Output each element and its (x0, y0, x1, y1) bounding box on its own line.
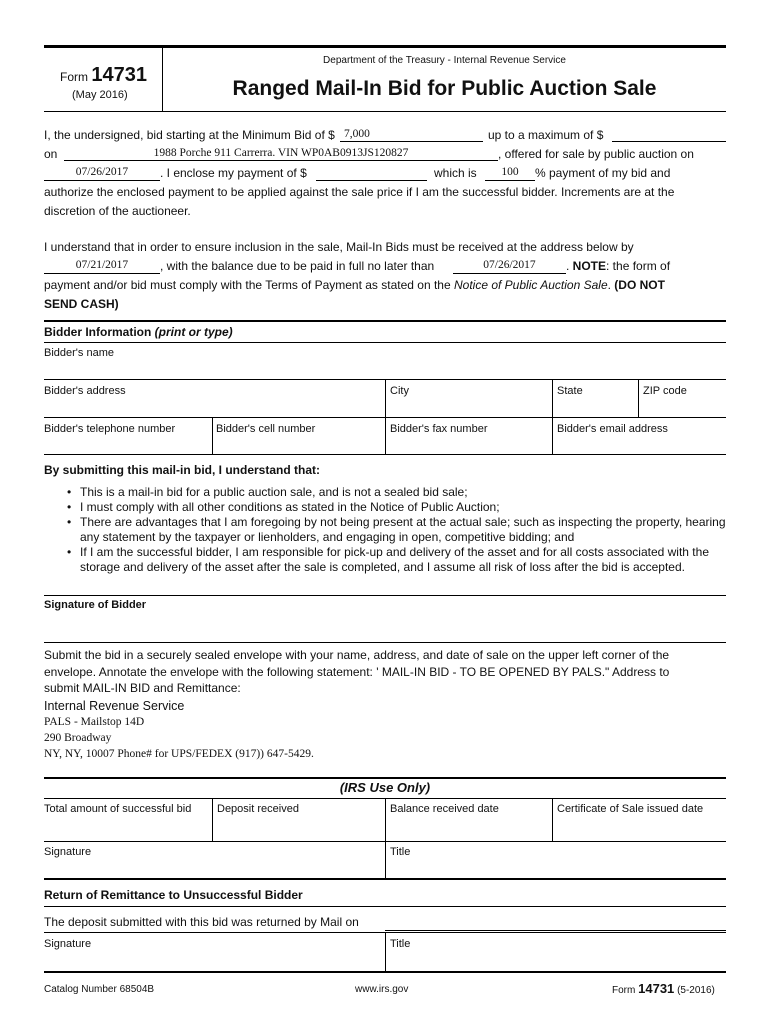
bid-text-1g: authorize the enclosed payment to be applied against the sale price if I am the successful bidder. Increments are at the (44, 185, 675, 199)
bid-text-2b: , with the balance due to be paid in full no later than (160, 259, 435, 273)
address-org: Internal Revenue Service (44, 699, 185, 713)
total-bid-label: Total amount of successful bid (44, 803, 192, 815)
irs-section-rule (44, 777, 726, 779)
agency-name: Department of the Treasury - Internal Revenue Service (323, 55, 566, 66)
receive-by-value: 07/21/2017 (75, 259, 129, 271)
understand-heading: By submitting this mail-in bid, I understand that: (44, 463, 320, 477)
footer-form-rev: (5-2016) (677, 985, 715, 996)
payment-field[interactable] (316, 180, 427, 181)
bidder-address-label: Bidder's address (44, 385, 126, 397)
phone-label: Bidder's telephone number (44, 423, 176, 435)
cell-label: Bidder's cell number (216, 423, 316, 435)
city-label: City (390, 385, 409, 397)
bid-text-1d: . I enclose my payment of $ (160, 166, 307, 180)
list-item: • I must comply with all other conditions as stated in the Notice of Public Auction; (44, 500, 726, 515)
return-title-label: Title (390, 938, 411, 950)
footer-form-id (612, 981, 715, 996)
bidder-name-label: Bidder's name (44, 347, 114, 359)
certificate-date-label: Certificate of Sale issued date (557, 803, 704, 815)
submit-text-3: submit MAIL-IN BID and Remittance: (44, 681, 241, 695)
irs-use-heading: (IRS Use Only) (339, 780, 431, 795)
list-item: • If I am the successful bidder, I am responsible for pick-up and delivery of the asset and for all costs associated with the storage and delivery of the asset after the sale is completed, and I assume all risk of loss after the bid is accepted. (44, 545, 726, 575)
auction-date-value: 07/26/2017 (75, 166, 129, 178)
irs-title-field[interactable] (386, 842, 726, 878)
min-bid-field[interactable] (340, 141, 483, 142)
signature-top-rule (44, 595, 726, 596)
signature-of-bidder-label: Signature of Bidder (44, 599, 147, 611)
irs-title-label: Title (390, 846, 411, 858)
form-number: 14731 (91, 64, 147, 86)
submit-instructions (44, 647, 669, 697)
max-bid-field[interactable] (612, 141, 726, 142)
footer-form-number: 14731 (638, 981, 675, 996)
return-deposit-text: The deposit submitted with this bid was returned by Mail on (44, 915, 359, 929)
form-number-block (60, 64, 147, 87)
bidder-signature-field[interactable] (44, 612, 726, 642)
percent-value: 100 (501, 166, 519, 178)
zip-label: ZIP code (643, 385, 687, 397)
irs-signature-label: Signature (44, 846, 92, 858)
balance-due-value: 07/26/2017 (483, 259, 536, 271)
state-label: State (557, 385, 583, 397)
row-rule (44, 878, 726, 880)
return-signature-label: Signature (44, 938, 92, 950)
return-date-field[interactable] (385, 930, 726, 931)
bid-text-1h: discretion of the auctioneer. (44, 204, 191, 218)
auction-date-field[interactable] (44, 180, 160, 181)
catalog-number: Catalog Number 68504B (44, 984, 155, 995)
list-item: • There are advantages that I am foregoing by not being present at the actual sale; such as inspecting the property, hearing any statement by the taxpayer or lienholders, and engaging in open, competitive bidding; and (44, 515, 726, 545)
irs-website: www.irs.gov (355, 984, 409, 995)
row-rule (44, 454, 726, 455)
footer-rule (44, 971, 726, 973)
city-field[interactable] (386, 380, 552, 417)
balance-date-label: Balance received date (390, 803, 499, 815)
property-value: 1988 Porche 911 Carrerra. VIN WP0AB0913JS120827 (153, 147, 409, 159)
bid-text-on: on (44, 147, 58, 161)
fax-label: Bidder's fax number (390, 423, 488, 435)
min-bid-value: 7,000 (344, 128, 370, 140)
bid-text-1e: which is (434, 166, 477, 180)
bid-text-1f: % payment of my bid and (535, 166, 671, 180)
bid-text-2e: payment and/or bid must comply with the Terms of Payment as stated on the Notice of Public Auction Sale. (DO NOT (44, 278, 665, 292)
address-line: PALS - Mailstop 14D (44, 716, 145, 728)
form-label: Form (60, 70, 88, 84)
mailing-address (44, 714, 314, 762)
return-signature-field[interactable] (44, 933, 385, 971)
bid-text-1a: I, the undersigned, bid starting at the Minimum Bid of $ (44, 128, 335, 142)
return-title-field[interactable] (386, 933, 726, 971)
submit-text-2: envelope. Annotate the envelope with the following statement: ' MAIL-IN BID - TO BE OPENED BY PALS." Address to (44, 664, 670, 679)
footer-form-label: Form (612, 985, 636, 996)
property-field[interactable] (64, 160, 498, 161)
bidder-heading-rule (44, 342, 726, 343)
deposit-received-label: Deposit received (217, 803, 299, 815)
email-label: Bidder's email address (557, 423, 668, 435)
bidder-heading: Bidder Information (print or type) (44, 325, 233, 339)
header-bottom-rule (44, 111, 726, 112)
percent-field[interactable] (485, 180, 535, 181)
bid-text-2a: I understand that in order to ensure inclusion in the sale, Mail-In Bids must be received at the address below by (44, 240, 634, 254)
bidder-section-rule (44, 320, 726, 322)
no-cash-note: SEND CASH) (44, 297, 119, 311)
return-heading: Return of Remittance to Unsuccessful Bidder (44, 888, 303, 902)
address-line: NY, NY, 10007 Phone# for UPS/FEDEX (917)) 647-5429. (44, 748, 314, 760)
submit-text-1: Submit the bid in a securely sealed envelope with your name, address, and date of sale on the upper left corner of the (44, 648, 670, 662)
return-heading-rule (44, 906, 726, 907)
form-date: (May 2016) (72, 89, 128, 101)
list-item: • This is a mail-in bid for a public auction sale, and is not a sealed bid sale; (44, 485, 726, 500)
balance-due-field[interactable] (453, 273, 566, 274)
bid-text-1c: , offered for sale by public auction on (498, 147, 694, 161)
bid-text-1b: up to a maximum of $ (488, 128, 604, 142)
bid-text-note: . NOTE: the form of (566, 259, 671, 273)
receive-by-field[interactable] (44, 273, 160, 274)
page-title: Ranged Mail-In Bid for Public Auction Sale (232, 77, 657, 100)
header-top-rule (44, 45, 726, 48)
address-line: 290 Broadway (44, 732, 112, 744)
bidder-name-field[interactable] (44, 345, 726, 379)
signature-bottom-rule (44, 642, 726, 643)
irs-signature-field[interactable] (44, 842, 385, 878)
understand-list (44, 485, 726, 575)
